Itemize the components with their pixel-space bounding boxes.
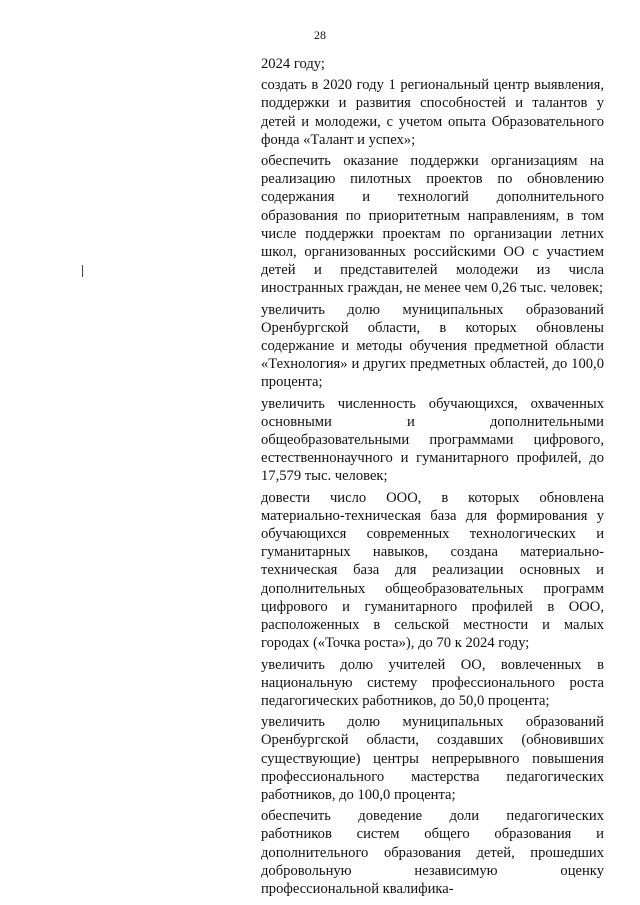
page-number: 28 [314, 28, 326, 42]
paragraph: увеличить долю учителей ОО, вовлеченных в национальную систему профессионального роста педагогических работников, до 50,0 процента; [261, 656, 604, 709]
document-body [261, 55, 604, 901]
paragraph: увеличить численность обучающихся, охваченных основными и дополнительными общеобразовательными программами цифрового, естественнонаучного и гуманитарного профилей, до 17,579 тыс. человек; [261, 395, 604, 485]
paragraph: обеспечить оказание поддержки организациям на реализацию пилотных проектов по обновлению содержания и технологий дополнительного образования по приоритетным направлениям, в том числе поддержки проектам по организации летних школ, организованных российскими ОО с участием детей и представителей молодежи из числа иностранных граждан, не менее чем 0,26 тыс. человек; [261, 153, 604, 297]
paragraph: довести число ООО, в которых обновлена материально-техническая база для формирования у обучающихся современных технологических и гуманитарных навыков, создана материально-техническая база для реализации основных и дополнительных общеобразовательных программ цифрового и гуманитарного профилей в ООО, расположенных в сельской местности и малых городах («Точка роста»), до 70 к 2024 году; [261, 489, 604, 652]
paragraph: увеличить долю муниципальных образований Оренбургской области, создавших (обновивших существующие) центры непрерывного повышения профессионального мастерства педагогических работников, до 100,0 процента; [261, 714, 604, 803]
margin-mark [82, 265, 83, 277]
paragraph: создать в 2020 году 1 региональный центр выявления, поддержки и развития способностей и талантов у детей и молодежи, с учетом опыта Образовательного фонда «Талант и успех»; [261, 77, 604, 148]
paragraph: 2024 году; [261, 56, 325, 72]
paragraph: обеспечить доведение доли педагогических работников систем общего образования и дополнительного образования детей, прошедших добровольную независимую оценку профессиональной квалифика- [261, 808, 604, 897]
paragraph: увеличить долю муниципальных образований Оренбургской области, в которых обновлены содержание и методы обучения предметной области «Технология» и других предметных областей, до 100,0 процента; [261, 301, 604, 391]
